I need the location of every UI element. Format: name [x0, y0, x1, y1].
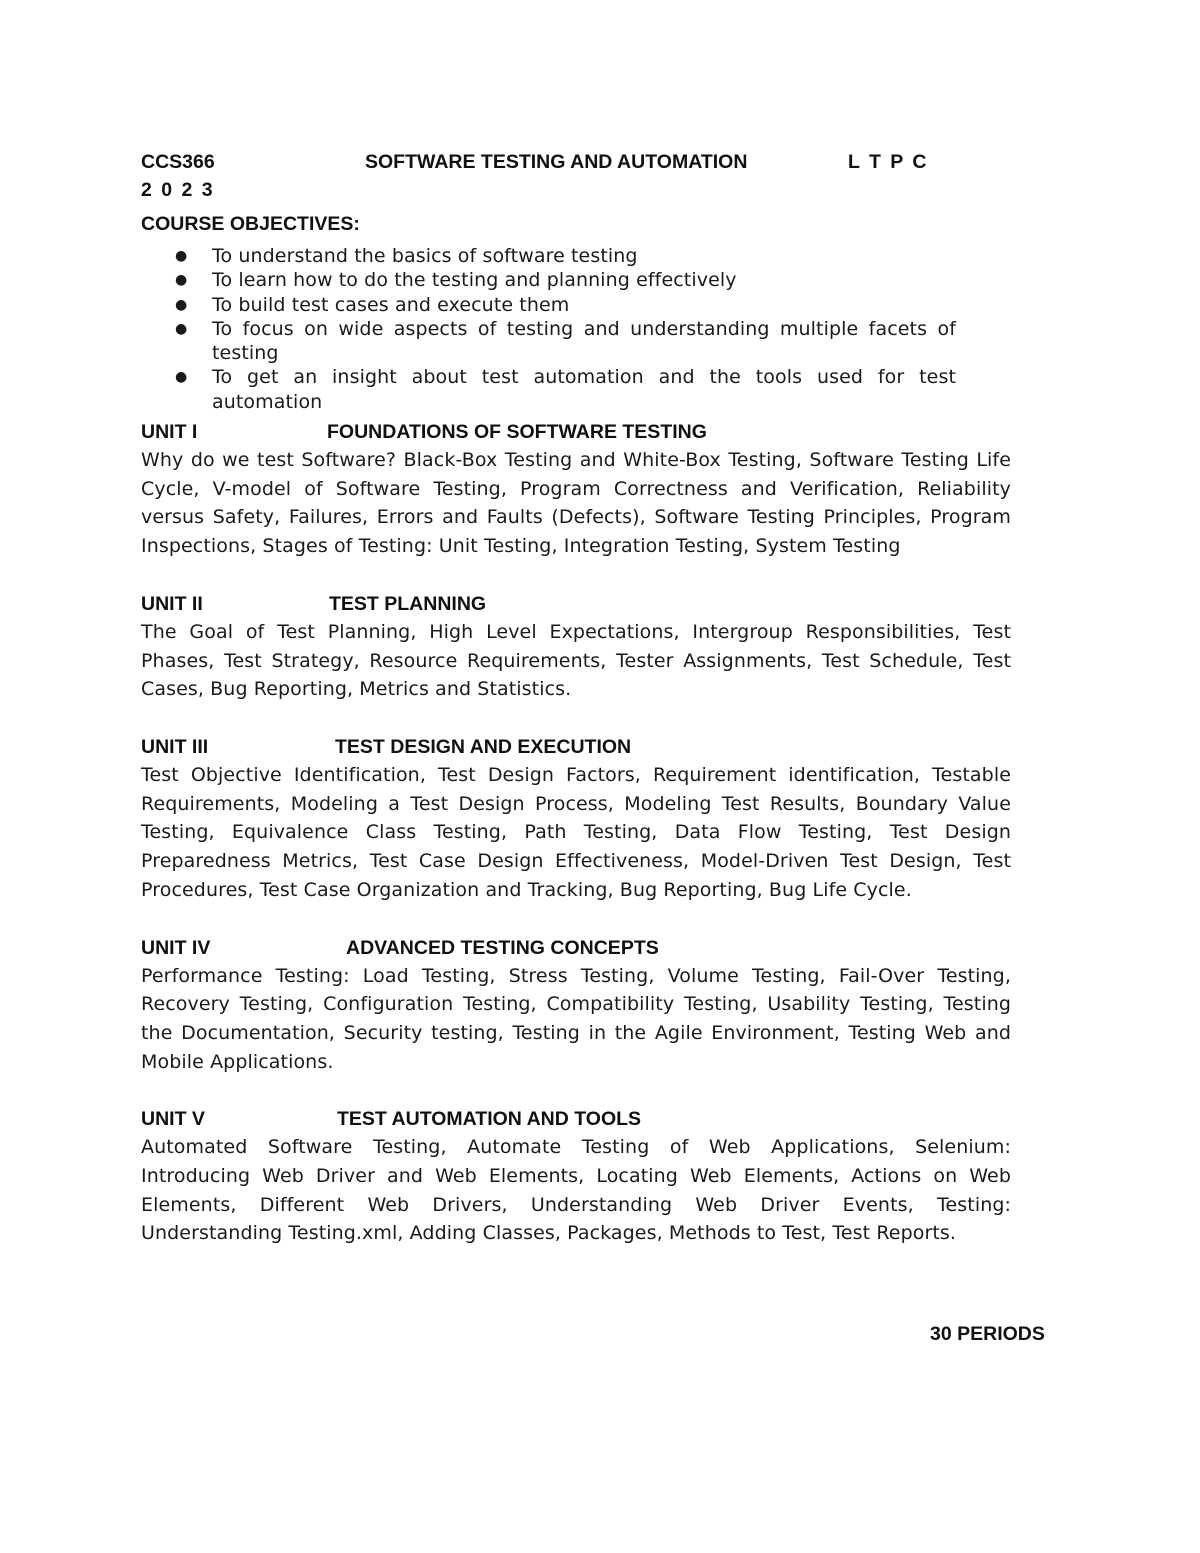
objective-item	[141, 317, 956, 366]
ltpc-label: L T P C	[848, 151, 927, 173]
unit-content: Test Objective Identification, Test Design Factors, Requirement identification, Testable Requirements, Modeling a Test Design Process, Modeling Test Results, Boundary Value Testing, Equivalence Class Testing, Path Testing, Data Flow Testing, Test Design Preparedness Metrics, Test Case Design Effectiveness, Model-Driven Test Design, Test Procedures, Test Case Organization and Tracking, Bug Reporting, Bug Life Cycle.	[141, 764, 1011, 901]
course-title: SOFTWARE TESTING AND AUTOMATION	[365, 151, 748, 173]
syllabus-page	[141, 148, 1011, 1248]
objectives-list	[141, 244, 1011, 414]
course-credits: 2 0 2 3	[141, 179, 213, 201]
unit-number: UNIT II	[141, 592, 203, 615]
total-periods: 30 PERIODS	[930, 1323, 1045, 1345]
objective-text: To build test cases and execute them	[212, 293, 570, 316]
unit-number: UNIT IV	[141, 936, 211, 959]
unit-heading	[141, 418, 1011, 446]
unit-heading	[141, 733, 1011, 761]
unit-number: UNIT I	[141, 421, 198, 444]
unit-title: ADVANCED TESTING CONCEPTS	[346, 936, 659, 959]
objective-item	[141, 244, 956, 268]
unit-title: FOUNDATIONS OF SOFTWARE TESTING	[327, 421, 707, 444]
bullet-icon: ●	[175, 296, 188, 313]
unit-title: TEST PLANNING	[329, 592, 487, 615]
unit-heading	[141, 590, 1011, 618]
bullet-icon: ●	[175, 272, 188, 289]
objective-text: To understand the basics of software testing	[212, 245, 638, 267]
unit-content: Why do we test Software? Black-Box Testing and White-Box Testing, Software Testing Life Cycle, V-model of Software Testing, Program Correctness and Verification, Reliability versus Safety, Failures, Errors and Faults (Defects), Software Testing Principles, Program Inspections, Stages of Testing: Unit Testing, Integration Testing, System Testing	[141, 449, 1011, 558]
objective-text: To get an insight about test automation and the tools used for test automation	[212, 366, 956, 413]
unit-number: UNIT III	[141, 736, 209, 758]
bullet-icon: ●	[175, 369, 188, 386]
bullet-icon: ●	[175, 320, 188, 337]
course-header	[141, 148, 1011, 176]
objective-item	[141, 293, 956, 317]
unit-content: The Goal of Test Planning, High Level Expectations, Intergroup Responsibilities, Test Phases, Test Strategy, Resource Requirements, Tester Assignments, Test Schedule, Test Cases, Bug Reporting, Metrics and Statistics.	[141, 620, 1011, 701]
objective-item	[141, 268, 956, 292]
objective-text: To learn how to do the testing and planning effectively	[212, 269, 737, 292]
unit-title: TEST DESIGN AND EXECUTION	[335, 736, 632, 758]
objective-text: To focus on wide aspects of testing and understanding multiple facets of testing	[212, 317, 956, 365]
unit-heading	[141, 1105, 1011, 1133]
unit-5	[141, 1105, 1011, 1248]
bullet-icon: ●	[175, 248, 188, 264]
unit-4	[141, 934, 1011, 1077]
course-code: CCS366	[141, 151, 215, 173]
unit-content: Performance Testing: Load Testing, Stress Testing, Volume Testing, Fail-Over Testing, Recovery Testing, Configuration Testing, Compatibility Testing, Usability Testing, Testing the Documentation, Security testing, Testing in the Agile Environment, Testing Web and Mobile Applications.	[141, 964, 1011, 1073]
objective-item	[141, 365, 956, 414]
unit-3	[141, 733, 1011, 905]
unit-2	[141, 590, 1011, 704]
unit-heading	[141, 934, 1011, 962]
objectives-heading: COURSE OBJECTIVES:	[141, 213, 360, 235]
unit-content: Automated Software Testing, Automate Testing of Web Applications, Selenium: Introducing Web Driver and Web Elements, Locating Web Elements, Actions on Web Elements, Different Web Drivers, Understanding Web Driver Events, Testing: Understanding Testing.xml, Adding Classes, Packages, Methods to Test, Test Reports.	[141, 1136, 1011, 1245]
unit-title: TEST AUTOMATION AND TOOLS	[337, 1108, 642, 1131]
unit-number: UNIT V	[141, 1108, 205, 1131]
unit-1	[141, 418, 1011, 561]
